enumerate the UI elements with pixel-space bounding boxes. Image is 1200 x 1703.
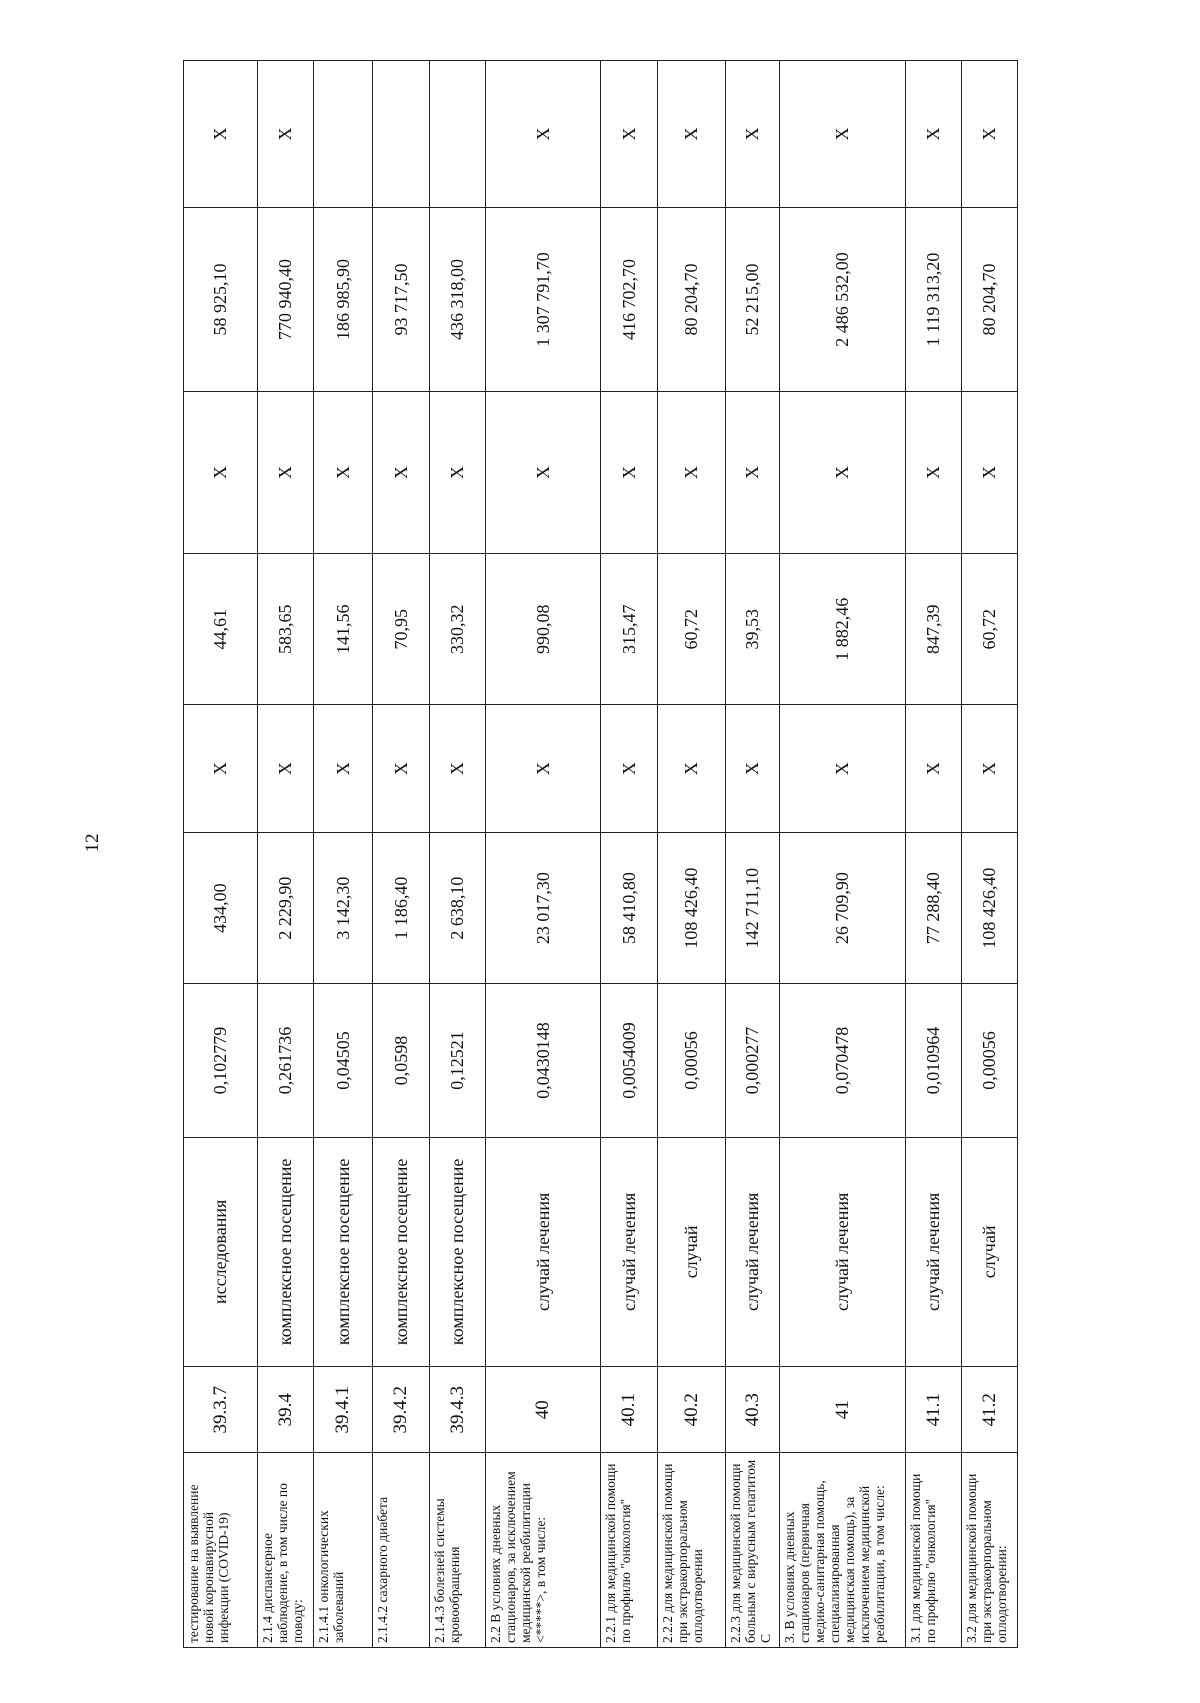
row-col8: X [906, 391, 962, 553]
row-cost: 108 426,40 [962, 832, 1018, 983]
row-cost: 77 288,40 [906, 832, 962, 983]
row-name: 2.1.4 диспансерное наблюдение, в том числе по поводу: [258, 1453, 314, 1648]
row-col6: X [258, 705, 314, 833]
row-cost: 1 186,40 [373, 832, 430, 983]
table-row [314, 61, 373, 1648]
row-unit: исследования [184, 1137, 258, 1366]
row-volume: 0,102779 [184, 984, 258, 1138]
row-col10 [314, 61, 373, 208]
row-col7: 141,56 [314, 554, 373, 705]
row-unit: случай [658, 1137, 726, 1366]
row-cost: 108 426,40 [658, 832, 726, 983]
table-row [601, 61, 658, 1648]
row-code: 41.1 [906, 1366, 962, 1452]
row-volume: 0,0430148 [486, 984, 601, 1138]
table-row [258, 61, 314, 1648]
row-volume: 0,0598 [373, 984, 430, 1138]
row-col6: X [314, 705, 373, 833]
row-col9: 186 985,90 [314, 208, 373, 392]
row-col8: X [314, 391, 373, 553]
row-code: 41.2 [962, 1366, 1018, 1452]
row-col6: X [486, 705, 601, 833]
row-code: 40.1 [601, 1366, 658, 1452]
row-col6: X [658, 705, 726, 833]
row-volume: 0,261736 [258, 984, 314, 1138]
row-col8: X [658, 391, 726, 553]
row-name: 2.1.4.3 болезней системы кровообращения [430, 1453, 486, 1648]
row-name: тестирование на выявление новой коронавирусной инфекции (COVID-19) [184, 1453, 258, 1648]
row-col8: X [486, 391, 601, 553]
row-col8: X [430, 391, 486, 553]
row-col10: X [601, 61, 658, 208]
row-col8: X [601, 391, 658, 553]
row-col9: 1 119 313,20 [906, 208, 962, 392]
row-col9: 80 204,70 [962, 208, 1018, 392]
row-col10: X [906, 61, 962, 208]
row-col6: X [373, 705, 430, 833]
row-col6: X [184, 705, 258, 833]
row-col10: X [658, 61, 726, 208]
row-col7: 60,72 [658, 554, 726, 705]
row-cost: 2 229,90 [258, 832, 314, 983]
row-col9: 436 318,00 [430, 208, 486, 392]
row-col7: 70,95 [373, 554, 430, 705]
row-name: 2.1.4.2 сахарного диабета [373, 1453, 430, 1648]
row-volume: 0,00056 [962, 984, 1018, 1138]
row-name: 2.2.2 для медицинской помощи при экстракорпоральном оплодотворении [658, 1453, 726, 1648]
row-cost: 434,00 [184, 832, 258, 983]
row-name: 2.2.3 для медицинской помощи больным с вирусным гепатитом С [726, 1453, 780, 1648]
row-cost: 26 709,90 [780, 832, 906, 983]
row-col10: X [486, 61, 601, 208]
table-body [184, 61, 1018, 1648]
row-col9: 416 702,70 [601, 208, 658, 392]
row-unit: комплексное посещение [314, 1137, 373, 1366]
row-col9: 93 717,50 [373, 208, 430, 392]
row-col7: 330,32 [430, 554, 486, 705]
row-col7: 39,53 [726, 554, 780, 705]
row-code: 39.4.1 [314, 1366, 373, 1452]
row-col7: 1 882,46 [780, 554, 906, 705]
row-col7: 990,08 [486, 554, 601, 705]
row-code: 39.4 [258, 1366, 314, 1452]
row-col7: 44,61 [184, 554, 258, 705]
row-volume: 0,0054009 [601, 984, 658, 1138]
row-volume: 0,00056 [658, 984, 726, 1138]
table-row [962, 61, 1018, 1648]
row-col8: X [373, 391, 430, 553]
page-number: 12 [82, 833, 103, 853]
row-unit: случай лечения [780, 1137, 906, 1366]
row-col10: X [184, 61, 258, 208]
row-col6: X [726, 705, 780, 833]
row-col9: 1 307 791,70 [486, 208, 601, 392]
table-row [906, 61, 962, 1648]
row-col8: X [962, 391, 1018, 553]
row-code: 39.4.2 [373, 1366, 430, 1452]
row-volume: 0,04505 [314, 984, 373, 1138]
row-name: 3.2 для медицинской помощи при экстракорпоральном оплодотворении: [962, 1453, 1018, 1648]
row-volume: 0,010964 [906, 984, 962, 1138]
row-col6: X [780, 705, 906, 833]
table-row [726, 61, 780, 1648]
row-name: 3.1 для медицинской помощи по профилю "онкология" [906, 1453, 962, 1648]
row-name: 2.2 В условиях дневных стационаров, за исключением медицинской реабилитации <*****>, в том числе: [486, 1453, 601, 1648]
row-col10: X [962, 61, 1018, 208]
row-unit: комплексное посещение [430, 1137, 486, 1366]
row-col10 [430, 61, 486, 208]
rotated-table-container [183, 60, 1100, 1648]
row-col6: X [962, 705, 1018, 833]
table-row [780, 61, 906, 1648]
row-code: 40 [486, 1366, 601, 1452]
table-row [430, 61, 486, 1648]
table-row [373, 61, 430, 1648]
row-unit: случай лечения [726, 1137, 780, 1366]
row-col10: X [258, 61, 314, 208]
row-volume: 0,000277 [726, 984, 780, 1138]
row-volume: 0,12521 [430, 984, 486, 1138]
row-code: 41 [780, 1366, 906, 1452]
row-col7: 315,47 [601, 554, 658, 705]
row-unit: случай лечения [906, 1137, 962, 1366]
row-col8: X [726, 391, 780, 553]
row-col10 [373, 61, 430, 208]
financing-table [183, 60, 1018, 1648]
row-cost: 2 638,10 [430, 832, 486, 983]
row-col7: 847,39 [906, 554, 962, 705]
row-code: 39.4.3 [430, 1366, 486, 1452]
row-unit: комплексное посещение [258, 1137, 314, 1366]
row-col6: X [601, 705, 658, 833]
row-col7: 583,65 [258, 554, 314, 705]
table-row [486, 61, 601, 1648]
row-unit: случай [962, 1137, 1018, 1366]
row-col9: 52 215,00 [726, 208, 780, 392]
row-unit: комплексное посещение [373, 1137, 430, 1366]
row-col9: 770 940,40 [258, 208, 314, 392]
row-volume: 0,070478 [780, 984, 906, 1138]
row-unit: случай лечения [601, 1137, 658, 1366]
row-col6: X [430, 705, 486, 833]
row-col7: 60,72 [962, 554, 1018, 705]
row-col9: 2 486 532,00 [780, 208, 906, 392]
row-name: 3. В условиях дневных стационаров (первичная медико-санитарная помощь, специализированная медицинская помощь), за исключением медицинской реабилитации, в том числе: [780, 1453, 906, 1648]
row-col10: X [726, 61, 780, 208]
row-col9: 80 204,70 [658, 208, 726, 392]
row-name: 2.1.4.1 онкологических заболеваний [314, 1453, 373, 1648]
row-col8: X [258, 391, 314, 553]
row-col10: X [780, 61, 906, 208]
row-col9: 58 925,10 [184, 208, 258, 392]
row-code: 40.3 [726, 1366, 780, 1452]
row-code: 40.2 [658, 1366, 726, 1452]
row-code: 39.3.7 [184, 1366, 258, 1452]
table-row [658, 61, 726, 1648]
row-cost: 3 142,30 [314, 832, 373, 983]
row-col6: X [906, 705, 962, 833]
row-cost: 142 711,10 [726, 832, 780, 983]
row-name: 2.2.1 для медицинской помощи по профилю "онкология" [601, 1453, 658, 1648]
row-cost: 23 017,30 [486, 832, 601, 983]
table-row [184, 61, 258, 1648]
row-unit: случай лечения [486, 1137, 601, 1366]
row-col8: X [184, 391, 258, 553]
row-cost: 58 410,80 [601, 832, 658, 983]
row-col8: X [780, 391, 906, 553]
